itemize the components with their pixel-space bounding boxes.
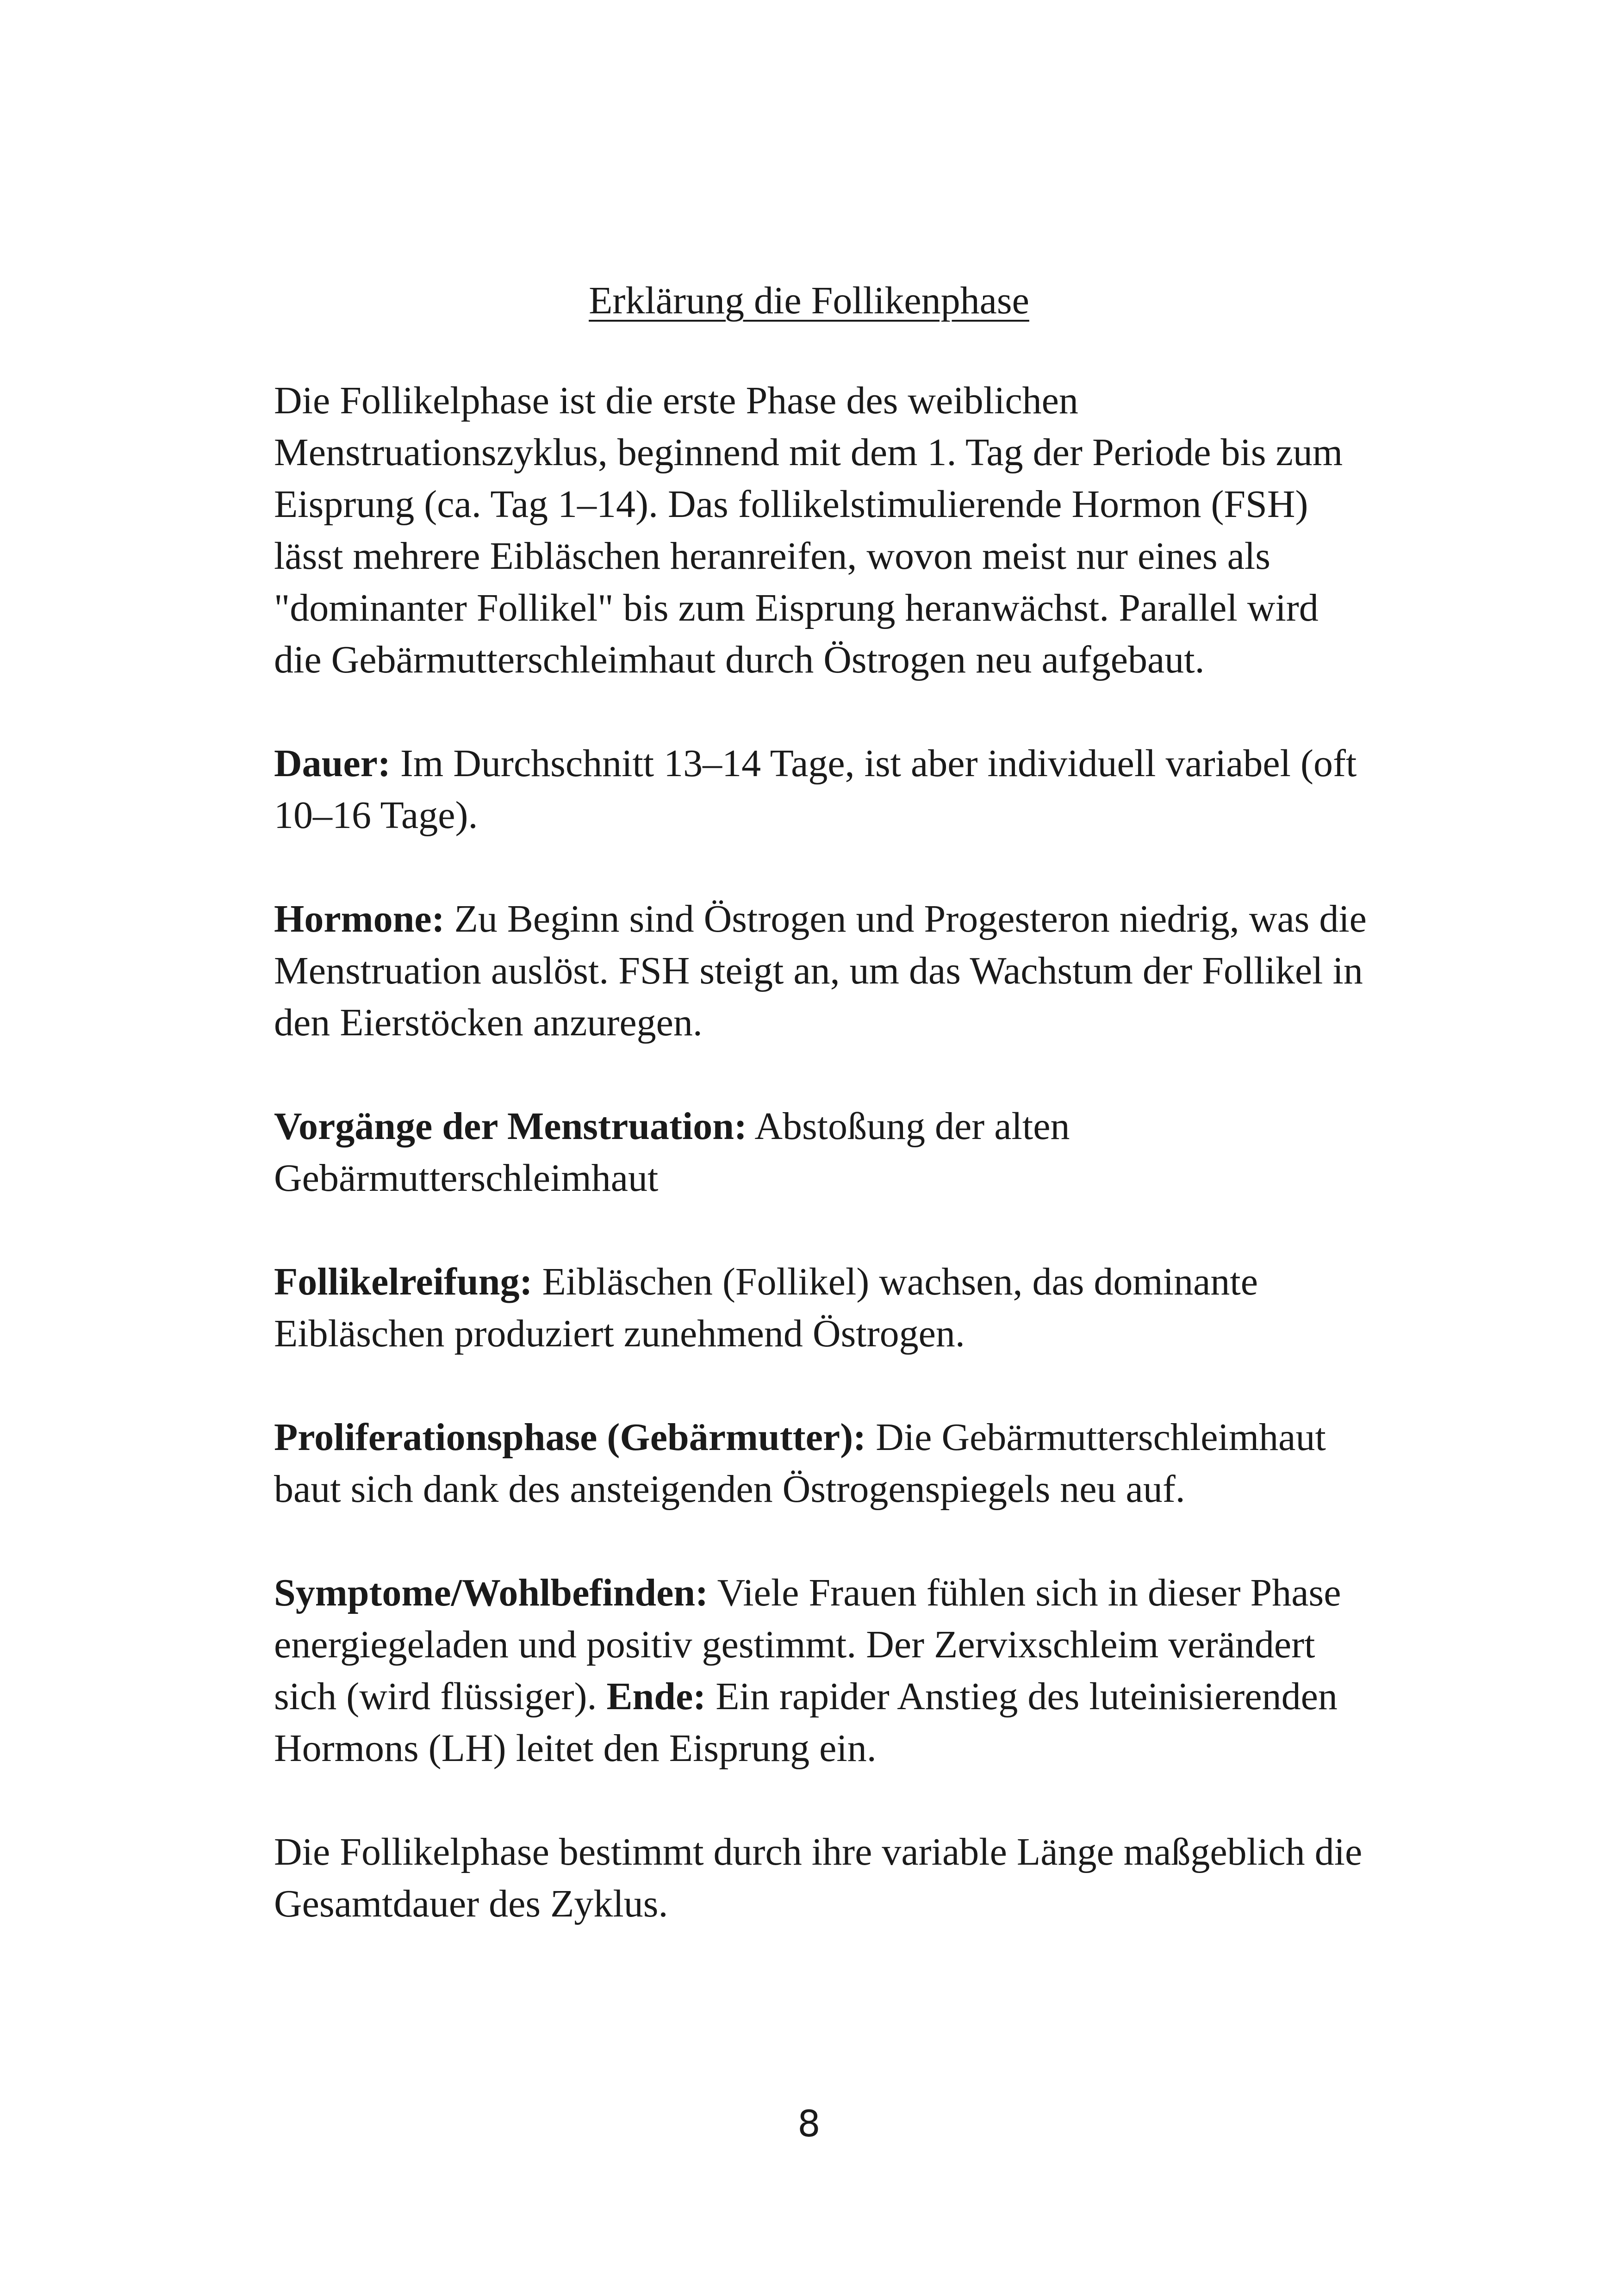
page-title: Erklärung die Follikenphase	[589, 279, 1029, 322]
section-hormone	[274, 893, 1371, 1049]
section-text: Viele Frauen fühlen sich in dieser Phase energiegeladen und positiv gestimmt. Der Zervixschleim verändert sich (wird flüssiger).	[274, 1571, 1341, 1718]
section-dauer	[274, 738, 1371, 841]
intro-paragraph: Die Follikelphase ist die erste Phase des weiblichen Menstruationszyklus, beginnend mit dem 1. Tag der Periode bis zum Eisprung (ca. Tag 1–14). Das follikelstimulierende Hormon (FSH) lässt mehrere Eibläschen heranreifen, wovon meist nur eines als "dominanter Follikel" bis zum Eisprung heranwächst. Parallel wird die Gebärmutterschleimhaut durch Östrogen neu aufgebaut.	[274, 379, 1343, 681]
section-label: Proliferationsphase (Gebärmutter):	[274, 1416, 866, 1459]
section-text: Zu Beginn sind Östrogen und Progesteron niedrig, was die Menstruation auslöst. FSH steigt an, um das Wachstum der Follikel in den Eierstöcken anzuregen.	[274, 897, 1367, 1044]
section-label-ende: Ende:	[606, 1675, 706, 1718]
conclusion-paragraph: Die Follikelphase bestimmt durch ihre variable Länge maßgeblich die Gesamtdauer des Zyklus.	[274, 1830, 1363, 1925]
body-text	[274, 375, 1371, 1930]
section-text: Eibläschen (Follikel) wachsen, das dominante Eibläschen produziert zunehmend Östrogen.	[274, 1260, 1258, 1355]
section-proliferation	[274, 1412, 1371, 1515]
section-text: Abstoßung der alten Gebärmutterschleimhaut	[274, 1105, 1070, 1200]
section-label: Follikelreifung:	[274, 1260, 533, 1303]
section-text-ende: Ein rapider Anstieg des luteinisierenden Hormons (LH) leitet den Eisprung ein.	[274, 1675, 1338, 1770]
section-follikelreifung	[274, 1256, 1371, 1360]
section-symptome	[274, 1567, 1371, 1774]
section-text: Im Durchschnitt 13–14 Tage, ist aber individuell variabel (oft 10–16 Tage).	[274, 742, 1357, 837]
section-label: Dauer:	[274, 742, 391, 785]
page-number: 8	[797, 2103, 821, 2145]
section-label: Symptome/Wohlbefinden:	[274, 1571, 709, 1614]
section-label: Hormone:	[274, 897, 445, 940]
section-label: Vorgänge der Menstruation:	[274, 1105, 747, 1148]
section-text: Die Gebärmutterschleimhaut baut sich dank des ansteigenden Östrogenspiegels neu auf.	[274, 1416, 1326, 1511]
section-vorgaenge	[274, 1101, 1371, 1204]
